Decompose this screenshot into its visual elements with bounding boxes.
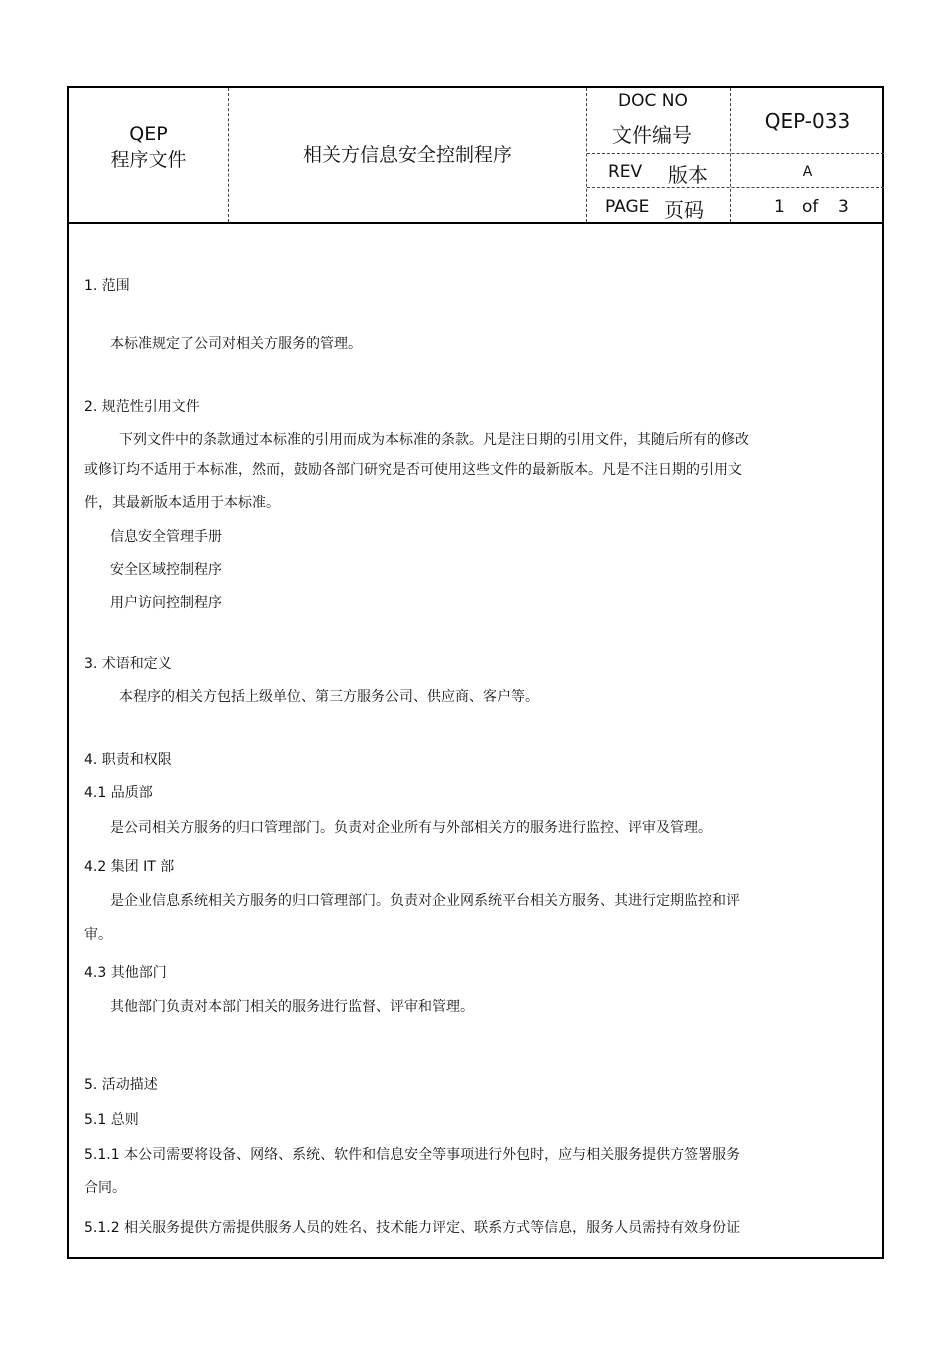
reference-item: 安全区域控制程序 [110,562,222,578]
section-4-3-text: 其他部门负责对本部门相关的服务进行监督、评审和管理。 [110,999,474,1015]
page-label-cn: 页码 [664,198,704,222]
section-5-1-1-text-line: 合同。 [84,1180,126,1196]
doc-no-label-en: DOC NO [618,91,688,111]
doc-category-code: QEP [129,123,168,145]
page-total: 3 [838,197,849,217]
page-of: of [802,197,819,217]
rev-label-en: REV [608,162,643,182]
rev-label-cn: 版本 [668,163,708,187]
rev-value: A [802,164,813,180]
header-divider [586,88,587,222]
section-5-1-2-text-line: 5.1.2 相关服务提供方需提供服务人员的姓名、技术能力评定、联系方式等信息，服务人员需持有效身份证 [84,1220,741,1236]
document-title: 相关方信息安全控制程序 [302,144,512,166]
header-row-divider [587,153,884,154]
section-3-title: 3. 术语和定义 [84,656,172,672]
section-5-title: 5. 活动描述 [84,1077,158,1093]
doc-category-label: 程序文件 [110,148,187,171]
doc-no-value: QEP-033 [764,109,851,133]
document-header [69,88,882,224]
section-4-title: 4. 职责和权限 [84,752,172,768]
section-4-2-title: 4.2 集团 IT 部 [84,859,175,875]
section-5-1-1-text-line: 5.1.1 本公司需要将设备、网络、系统、软件和信息安全等事项进行外包时，应与相关服务提供方签署服务 [84,1147,741,1163]
reference-item: 用户访问控制程序 [110,595,222,611]
doc-no-label-cn: 文件编号 [612,123,692,147]
doc-category [69,122,228,173]
header-row-divider [587,187,884,188]
page-label-en: PAGE [605,197,650,217]
section-2-text-line: 件，其最新版本适用于本标准。 [84,495,280,511]
section-1-text: 本标准规定了公司对相关方服务的管理。 [110,336,362,352]
section-5-1-title: 5.1 总则 [84,1112,139,1128]
section-4-1-text: 是公司相关方服务的归口管理部门。负责对企业所有与外部相关方的服务进行监控、评审及管理。 [110,820,712,836]
section-4-2-text-line: 审。 [84,927,112,943]
section-4-1-title: 4.1 品质部 [84,785,153,801]
page-number: 1 [774,197,785,217]
section-3-text: 本程序的相关方包括上级单位、第三方服务公司、供应商、客户等。 [119,689,539,705]
section-2-title: 2. 规范性引用文件 [84,399,200,415]
document-frame [67,86,884,1259]
section-4-3-title: 4.3 其他部门 [84,965,167,981]
reference-item: 信息安全管理手册 [110,529,222,545]
section-1-title: 1. 范围 [84,278,130,294]
section-2-text-line: 或修订均不适用于本标准，然而，鼓励各部门研究是否可使用这些文件的最新版本。凡是不注日期的引用文 [84,462,742,478]
section-4-2-text-line: 是企业信息系统相关方服务的归口管理部门。负责对企业网系统平台相关方服务、其进行定期监控和评 [110,893,740,909]
section-2-text-line: 下列文件中的条款通过本标准的引用而成为本标准的条款。凡是注日期的引用文件，其随后所有的修改 [119,432,749,448]
